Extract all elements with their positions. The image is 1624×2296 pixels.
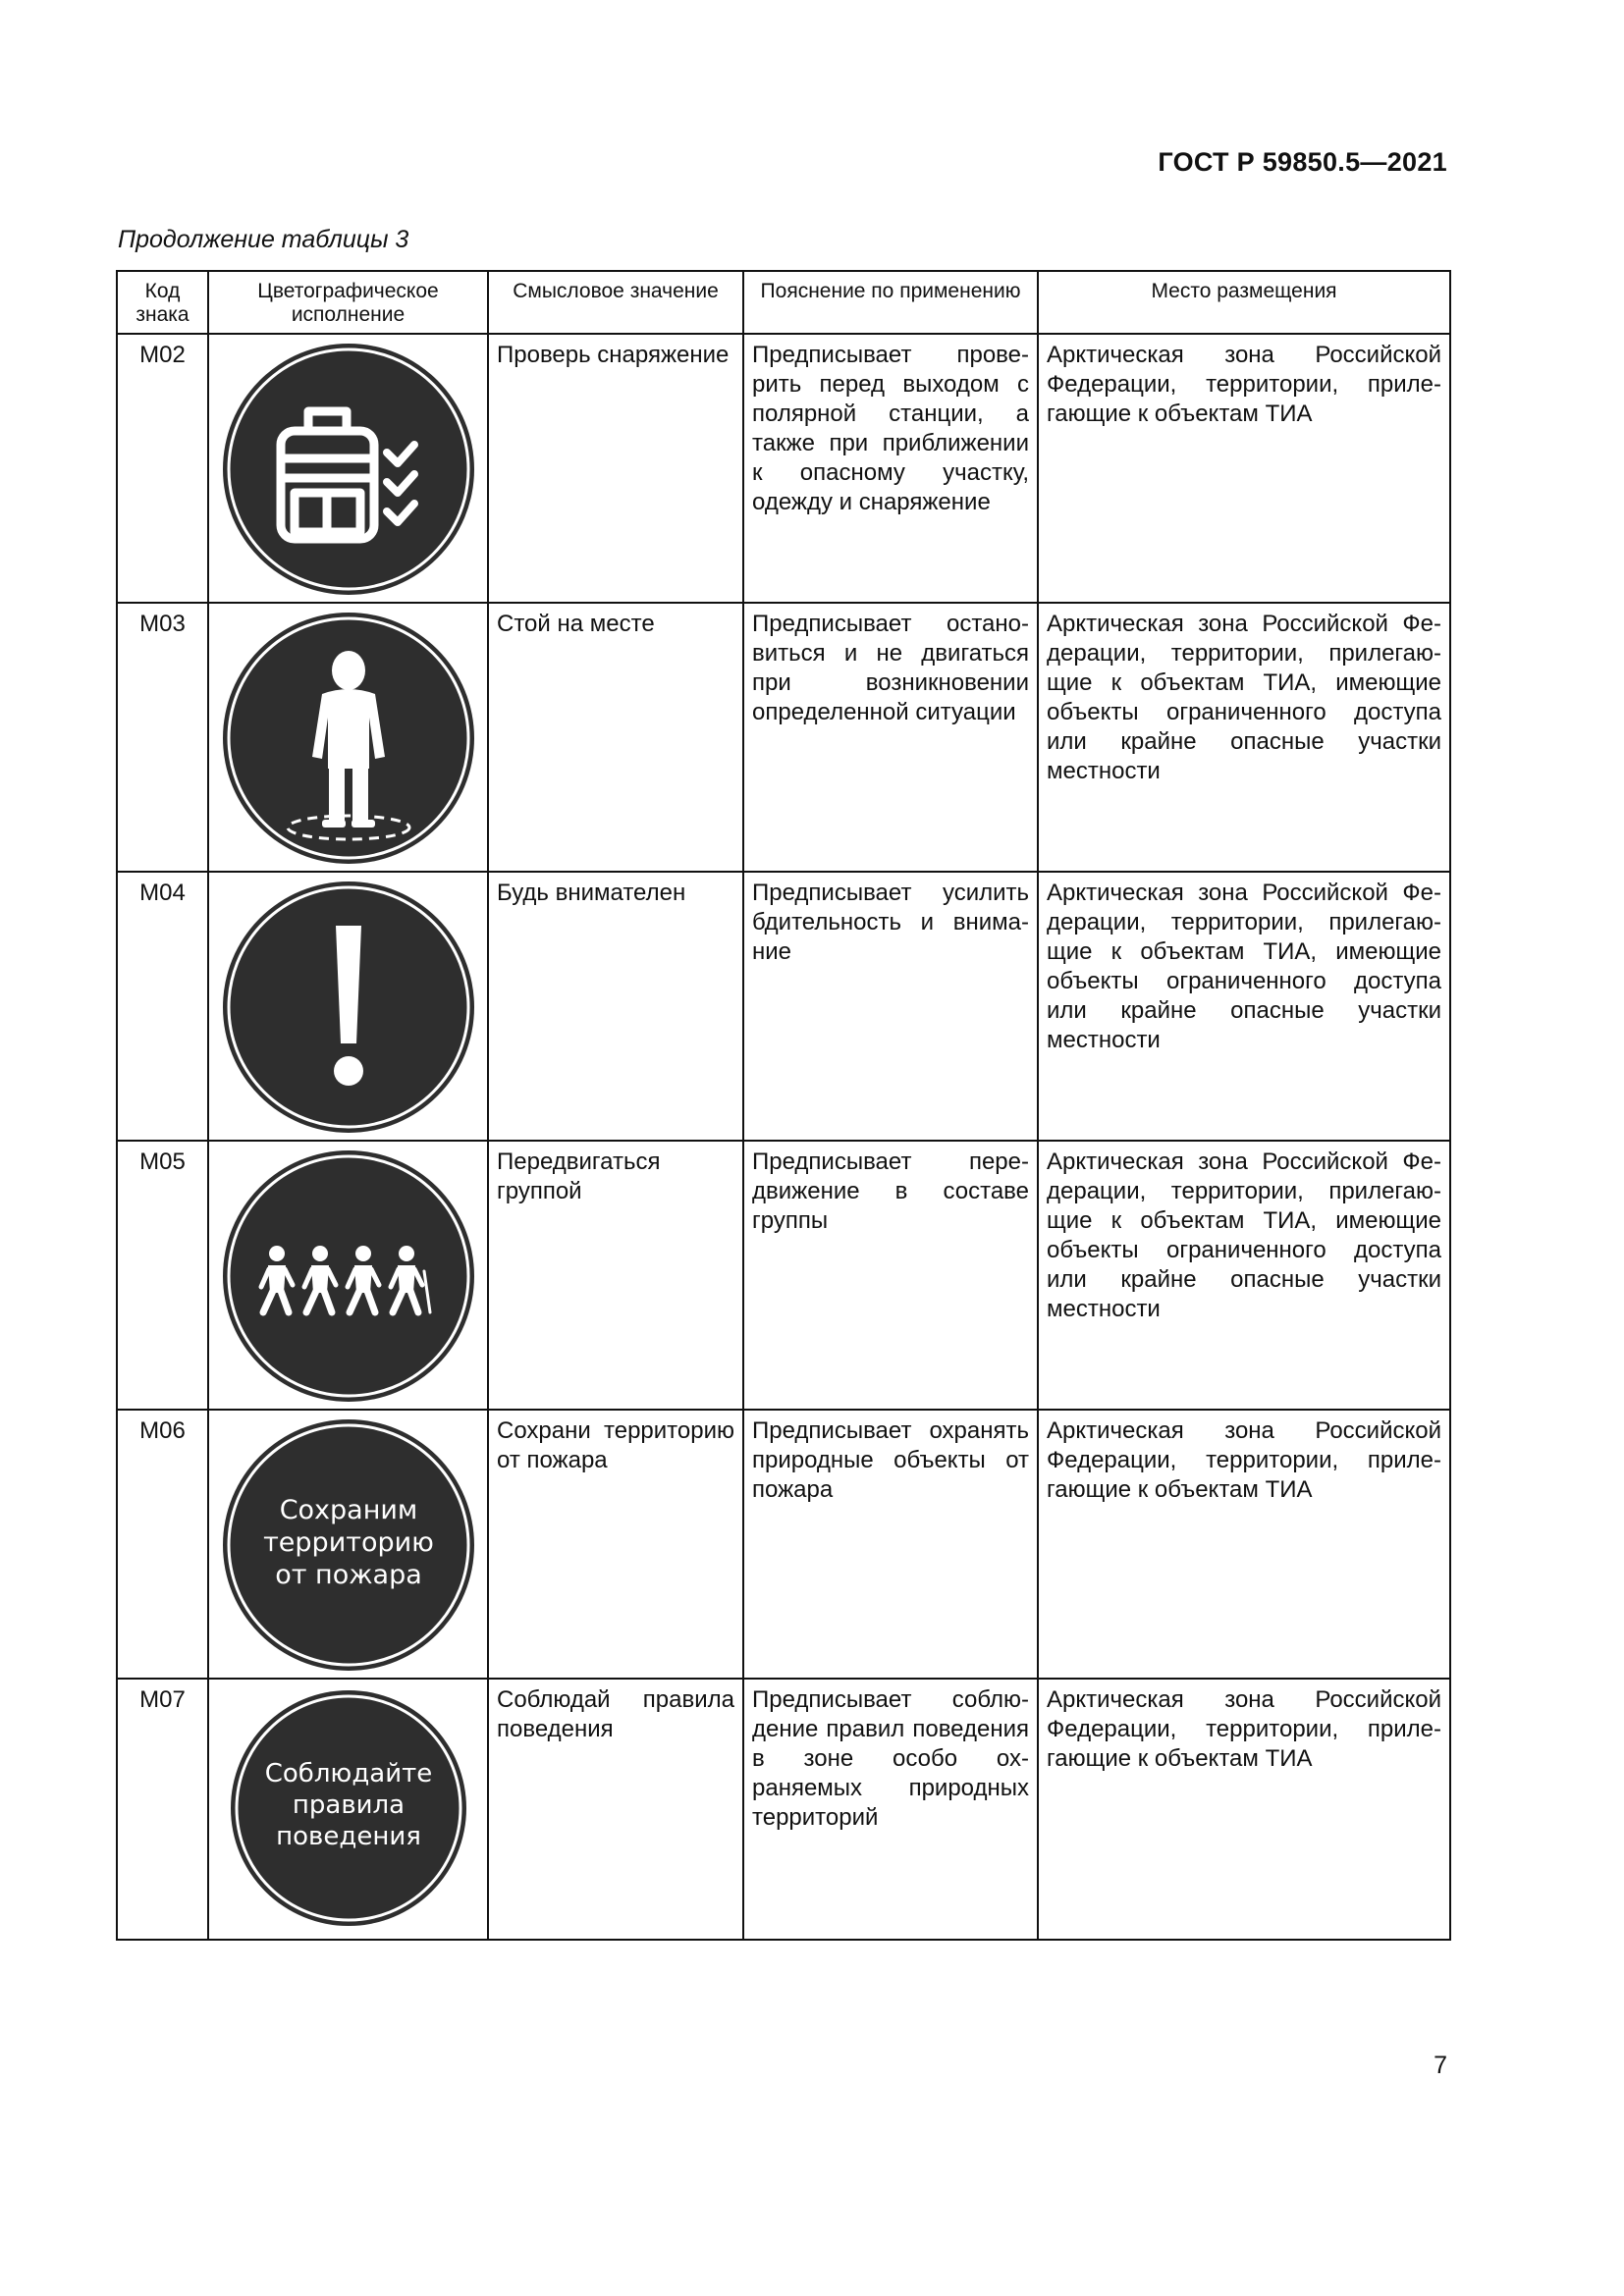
sign-placement: Арктическая зона Российской Федерации, территории, прилегающие к объектам ТИА (1038, 334, 1450, 603)
sign-placement: Арктическая зона Российской Федерации, территории, прилегающие к объектам ТИА, имеющие объекты ограниченного доступа или крайне опасные участки местности (1038, 1141, 1450, 1410)
sign-graphic (208, 872, 488, 1141)
fire-protection-text-sign (220, 1416, 477, 1674)
hiking-group-icon (220, 1148, 477, 1405)
sign-meaning: Будь внимателен (488, 872, 743, 1141)
sign-placement: Арктическая зона Российской Федерации, территории, прилегающие к объектам ТИА, имеющие объекты ограниченного доступа или крайне опасные участки местности (1038, 603, 1450, 872)
sign-graphic (208, 1410, 488, 1679)
table-row (117, 1410, 1450, 1679)
exclamation-icon (220, 879, 477, 1136)
sign-text-line: поведения (275, 1822, 421, 1851)
sign-graphic (208, 1679, 488, 1940)
sign-explanation: Предписывает охранять природные объекты от пожара (743, 1410, 1038, 1679)
signs-table (116, 270, 1451, 1941)
sign-text-line: Соблюдайте (264, 1759, 432, 1789)
standard-id: ГОСТ Р 59850.5—2021 (1158, 147, 1447, 177)
sign-meaning: Передвигаться группой (488, 1141, 743, 1410)
behavior-rules-text-sign (220, 1685, 477, 1931)
sign-placement: Арктическая зона Российской Федерации, территории, прилегающие к объектам ТИА (1038, 1679, 1450, 1940)
sign-meaning: Стой на месте (488, 603, 743, 872)
sign-graphic (208, 1141, 488, 1410)
table-row (117, 1679, 1450, 1940)
sign-code: М02 (117, 334, 208, 603)
sign-text-line: территорию (262, 1527, 434, 1558)
sign-text-line: Сохраним (279, 1495, 417, 1525)
sign-code: М03 (117, 603, 208, 872)
sign-explanation: Предписывает передвижение в составе группы (743, 1141, 1038, 1410)
col-header-placement: Место размещения (1038, 271, 1450, 334)
sign-code: М07 (117, 1679, 208, 1940)
table-row (117, 872, 1450, 1141)
sign-explanation: Предписывает остановиться и не двигаться при возникновении определенной ситуации (743, 603, 1038, 872)
table-row (117, 1141, 1450, 1410)
sign-explanation: Предписывает проверить перед выходом с полярной станции, а также при приближении к опасному участку, одежду и снаряжение (743, 334, 1038, 603)
backpack-checklist-icon (220, 341, 477, 598)
sign-explanation: Предписывает соблюдение правил поведения в зоне особо охраняемых природных территорий (743, 1679, 1038, 1940)
page-number: 7 (1434, 2052, 1447, 2079)
col-header-code: Код знака (117, 271, 208, 334)
col-header-meaning: Смысловое значение (488, 271, 743, 334)
sign-graphic (208, 603, 488, 872)
sign-placement: Арктическая зона Российской Федерации, территории, прилегающие к объектам ТИА, имеющие объекты ограниченного доступа или крайне опасные участки местности (1038, 872, 1450, 1141)
sign-meaning: Сохрани территорию от пожара (488, 1410, 743, 1679)
sign-explanation: Предписывает усилить бдительность и внимание (743, 872, 1038, 1141)
col-header-graphic: Цветографическое исполнение (208, 271, 488, 334)
table-row (117, 603, 1450, 872)
sign-placement: Арктическая зона Российской Федерации, территории, прилегающие к объектам ТИА (1038, 1410, 1450, 1679)
col-header-explanation: Пояснение по применению (743, 271, 1038, 334)
table-header-row (117, 271, 1450, 334)
sign-code: М06 (117, 1410, 208, 1679)
sign-code: М05 (117, 1141, 208, 1410)
standing-person-icon (220, 610, 477, 867)
sign-graphic (208, 334, 488, 603)
sign-text-line: от пожара (274, 1560, 422, 1590)
sign-meaning: Соблюдай правила поведения (488, 1679, 743, 1940)
sign-text-line: правила (292, 1790, 405, 1820)
sign-meaning: Проверь снаряжение (488, 334, 743, 603)
sign-code: М04 (117, 872, 208, 1141)
table-row (117, 334, 1450, 603)
table-caption: Продолжение таблицы 3 (118, 226, 409, 253)
